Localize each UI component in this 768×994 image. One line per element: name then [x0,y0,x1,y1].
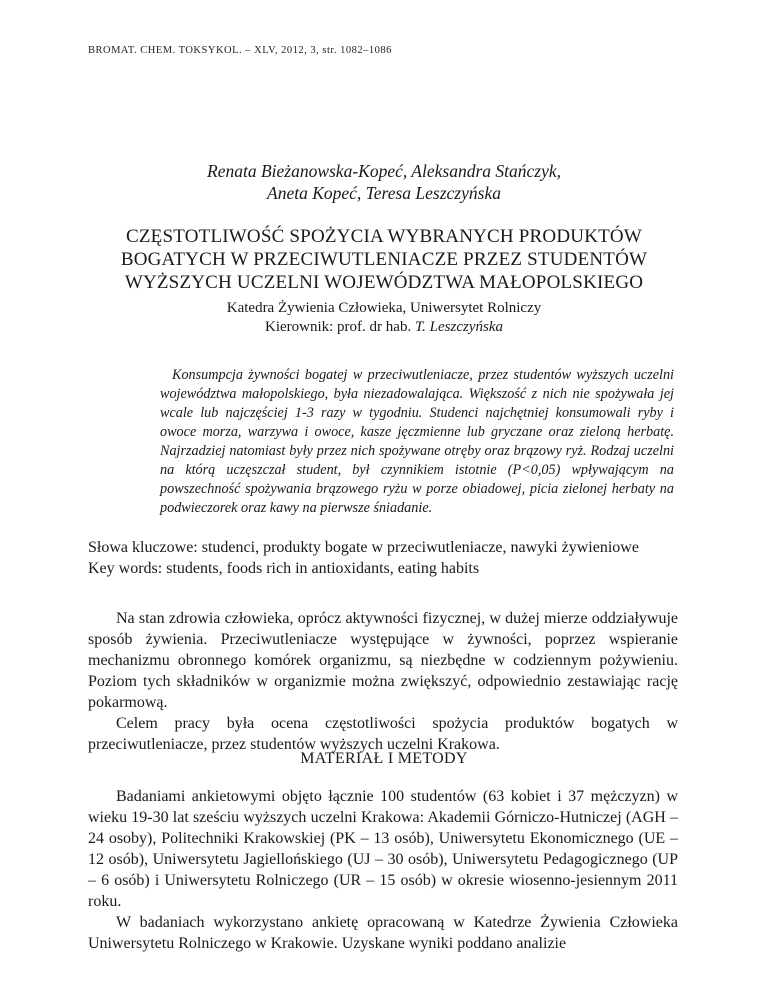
introduction [88,608,678,755]
section-heading-methods: MATERIAŁ I METODY [300,750,468,767]
authors-line-2: Aneta Kopeć, Teresa Leszczyńska [267,183,501,203]
department-head [0,318,768,337]
author-list [0,160,768,204]
intro-paragraph-2: Celem pracy była ocena częstotliwości spożycia produktów bogatych w przeciwutleniacze, przez studentów wyższych uczelni Krakowa. [88,715,678,753]
intro-paragraph-1: Na stan zdrowia człowieka, oprócz aktywności fizycznej, w dużej mierze oddziaływuje sposób żywienia. Przeciwutleniacze występujące w żywności, poprzez wspieranie mechanizmu obronnego komórek organizmu, są niezbędne w codziennym pożywieniu. Poziom tych składników w organizmie można zwiększyć, odpowiednio zestawiając rację pokarmową. [88,610,678,711]
head-name: T. Leszczyńska [414,319,504,335]
keywords-polish: Słowa kluczowe: studenci, produkty bogate w przeciwutleniacze, nawyki żywieniowe [88,539,639,556]
methods-paragraph-2: W badaniach wykorzystano ankietę opracowaną w Katedrze Żywienia Człowieka Uniwersytetu Rolniczego w Krakowie. Uzyskane wyniki poddano analizie [88,914,678,952]
affiliation [0,299,768,337]
abstract: Konsumpcja żywności bogatej w przeciwutleniacze, przez studentów wyższych uczelni województwa małopolskiego, była niezadowalająca. Większość z nich nie spożywała jej wcale lub najczęściej 1-3 razy w tygodniu. Studenci najchętniej konsumowali ryby i owoce morza, warzywa i owoce, kasze jęczmienne lub gryczane oraz zieloną herbatę. Najrzadziej natomiast były przez nich spożywane otręby oraz brązowy ryż. Rodzaj uczelni na którą uczęszczał student, był czynnikiem istotnie (P<0,05) wpływającym na powszechność spożywania brązowego ryżu w porze obiadowej, picia zielonej herbaty na podwieczorek oraz kawy na pierwsze śniadanie. [160,367,674,516]
title-line-1: CZĘSTOTLIWOŚĆ SPOŻYCIA WYBRANYCH PRODUKTÓW [126,226,642,247]
keywords-block [88,537,676,579]
article-title [0,225,768,294]
methods-paragraph-1: Badaniami ankietowymi objęto łącznie 100 studentów (63 kobiet i 37 mężczyzn) w wieku 19-30 lat sześciu wyższych uczelni Krakowa: Akademii Górniczo-Hutniczej (AGH – 24 osoby), Politechniki Krakowskiej (PK – 13 osób), Uniwersytetu Ekonomicznego (UE – 12 osób), Uniwersytetu Jagiellońskiego (UJ – 30 osób), Uniwersytetu Pedagogicznego (UP – 6 osób) i Uniwersytetu Rolniczego (UR – 15 osób) w okresie wiosenno-jesiennym 2011 roku. [88,788,678,910]
methods-section [88,786,678,954]
keywords-english: Key words: students, foods rich in antioxidants, eating habits [88,560,480,577]
department: Katedra Żywienia Człowieka, Uniwersytet Rolniczy [226,300,542,316]
head-prefix: Kierownik: prof. dr hab. [264,319,412,335]
running-head: BROMAT. CHEM. TOKSYKOL. – XLV, 2012, 3, str. 1082–1086 [88,45,392,56]
title-line-2: BOGATYCH W PRZECIWUTLENIACZE PRZEZ STUDENTÓW [120,249,648,270]
authors-line-1: Renata Bieżanowska-Kopeć, Aleksandra Stańczyk, [207,161,561,181]
title-line-3: WYŻSZYCH UCZELNI WOJEWÓDZTWA MAŁOPOLSKIEGO [124,272,644,293]
